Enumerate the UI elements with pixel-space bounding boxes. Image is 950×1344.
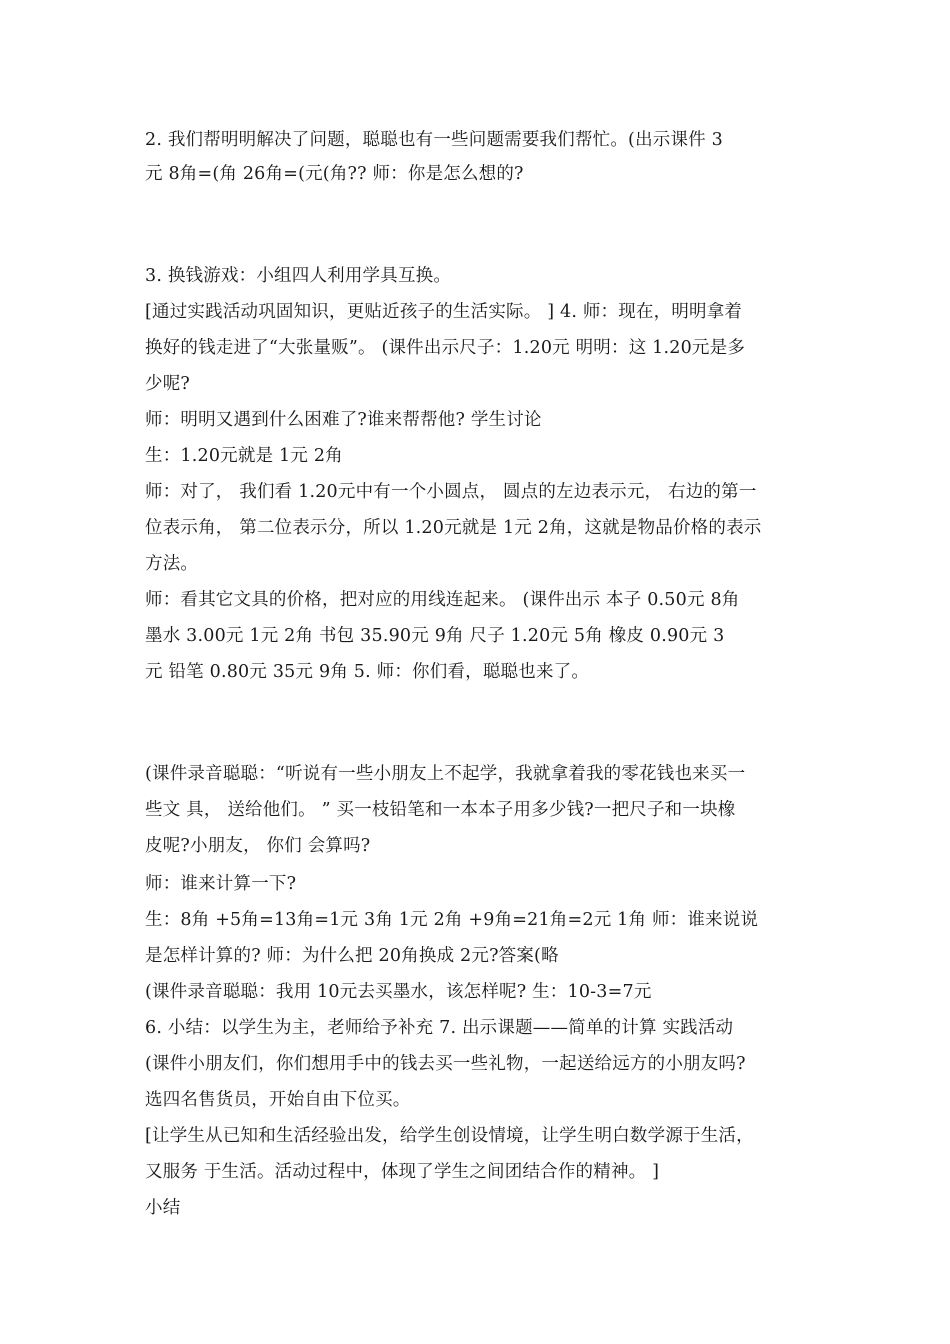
text-line-9: 师：对了， 我们看 1.20元中有一个小圆点， 圆点的左边表示元， 右边的第一 — [145, 482, 757, 502]
text-line-20: 是怎样计算的? 师：为什么把 20角换成 2元?答案(略 — [145, 946, 559, 966]
text-line-13: 墨水 3.00元 1元 2角 书包 35.90元 9角 尺子 1.20元 5角 橡皮 0.90元 3 — [145, 626, 725, 646]
text-line-10: 位表示角， 第二位表示分，所以 1.20元就是 1元 2角，这就是物品价格的表示 — [145, 518, 762, 538]
text-line-11: 方法。 — [145, 554, 199, 574]
text-line-5: 换好的钱走进了“大张量贩”。 (课件出示尺子：1.20元 明明：这 1.20元是多 — [145, 338, 746, 358]
text-line-4: [通过实践活动巩固知识，更贴近孩子的生活实际。 ] 4. 师：现在，明明拿着 — [145, 302, 743, 322]
text-line-24: 选四名售货员，开始自由下位买。 — [145, 1090, 411, 1110]
text-line-16: 些文 具， 送给他们。 ” 买一枝铅笔和一本本子用多少钱?一把尺子和一块橡 — [145, 800, 736, 820]
text-line-27: 小结 — [145, 1198, 181, 1218]
text-line-25: [让学生从已知和生活经验出发，给学生创设情境，让学生明白数学源于生活， — [145, 1126, 754, 1146]
text-line-15: (课件录音聪聪：“听说有一些小朋友上不起学，我就拿着我的零花钱也来买一 — [145, 764, 746, 784]
text-line-3: 3. 换钱游戏：小组四人利用学具互换。 — [145, 266, 452, 286]
text-line-12: 师：看其它文具的价格，把对应的用线连起来。 (课件出示 本子 0.50元 8角 — [145, 590, 740, 610]
text-line-1: 2. 我们帮明明解决了问题，聪聪也有一些问题需要我们帮忙。(出示课件 3 — [145, 130, 723, 150]
text-line-7: 师：明明又遇到什么困难了?谁来帮帮他? 学生讨论 — [145, 410, 542, 430]
text-line-26: 又服务 于生活。活动过程中，体现了学生之间团结合作的精神。 ] — [145, 1162, 660, 1182]
text-line-8: 生：1.20元就是 1元 2角 — [145, 446, 343, 466]
text-line-23: (课件小朋友们，你们想用手中的钱去买一些礼物，一起送给远方的小朋友吗? — [145, 1054, 746, 1074]
text-line-18: 师：谁来计算一下? — [145, 874, 297, 894]
text-line-2: 元 8角=(角 26角=(元(角?? 师：你是怎么想的? — [145, 164, 524, 184]
text-line-14: 元 铅笔 0.80元 35元 9角 5. 师：你们看，聪聪也来了。 — [145, 662, 590, 682]
text-line-21: (课件录音聪聪：我用 10元去买墨水，该怎样呢? 生：10-3=7元 — [145, 982, 652, 1002]
text-line-17: 皮呢?小朋友， 你们 会算吗? — [145, 836, 371, 856]
text-line-22: 6. 小结：以学生为主，老师给予补充 7. 出示课题——简单的计算 实践活动 — [145, 1018, 734, 1038]
text-line-6: 少呢? — [145, 374, 190, 394]
text-line-19: 生：8角 +5角=13角=1元 3角 1元 2角 +9角=21角=2元 1角 师：谁来说说 — [145, 910, 759, 930]
